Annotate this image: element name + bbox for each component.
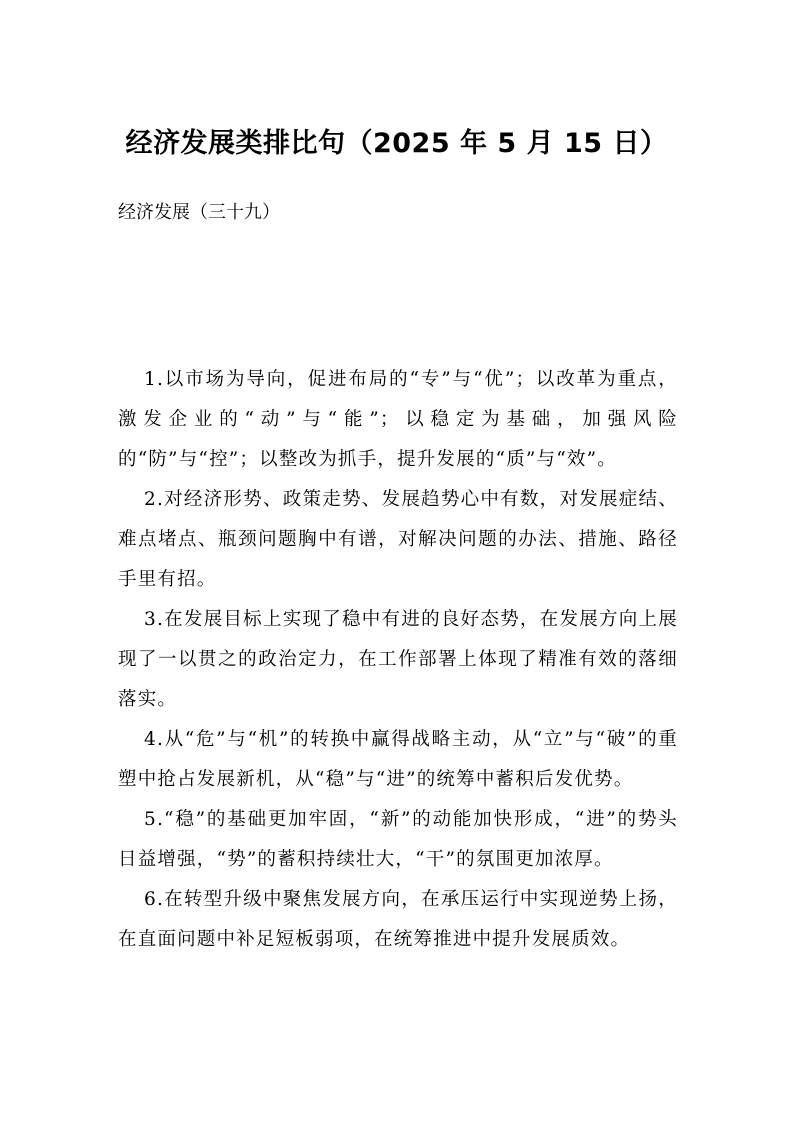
document-title: 经济发展类排比句（2025 年 5 月 15 日） <box>125 128 668 159</box>
paragraph-3: 3.在发展目标上实现了稳中有进的良好态势，在发展方向上展现了一以贯之的政治定力，在工作部署上体现了精准有效的落细落实。 <box>118 609 678 710</box>
paragraph-2: 2.对经济形势、政策走势、发展趋势心中有数，对发展症结、难点堵点、瓶颈问题胸中有谱，对解决问题的办法、措施、路径手里有招。 <box>118 489 678 590</box>
paragraph-1: 1.以市场为导向，促进布局的“专”与“优”；以改革为重点，激发企业的“动”与“能”；以稳定为基础，加强风险的“防”与“控”；以整改为抓手，提升发展的“质”与“效”。 <box>118 369 678 470</box>
paragraph-6: 6.在转型升级中聚焦发展方向，在承压运行中实现逆势上扬，在直面问题中补足短板弱项，在统筹推进中提升发展质效。 <box>118 889 678 950</box>
paragraph-4: 4.从“危”与“机”的转换中赢得战略主动，从“立”与“破”的重塑中抢占发展新机，从“稳”与“进”的统筹中蓄积后发优势。 <box>118 729 678 790</box>
document-subtitle: 经济发展（三十九） <box>118 202 280 223</box>
paragraph-5: 5.“稳”的基础更加牢固，“新”的动能加快形成，“进”的势头日益增强，“势”的蓄积持续壮大，“干”的氛围更加浓厚。 <box>118 809 678 870</box>
document-body <box>118 360 678 960</box>
